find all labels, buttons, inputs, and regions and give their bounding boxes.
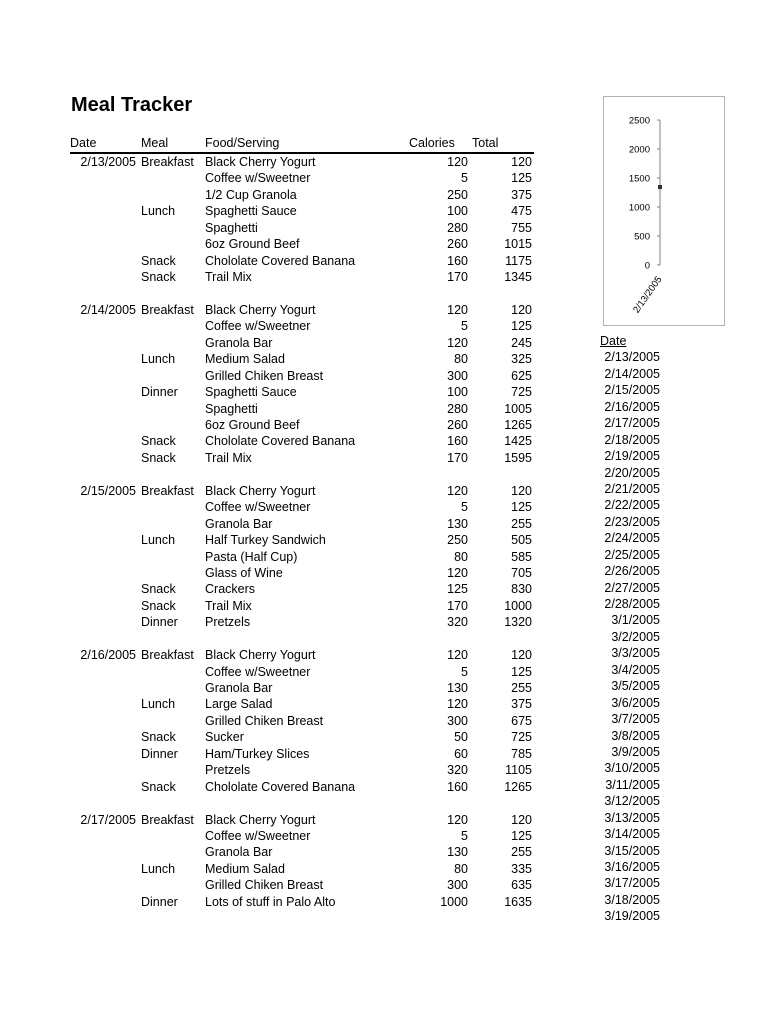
cell-meal: Lunch [141, 533, 176, 548]
date-list-item: 2/23/2005 [604, 514, 660, 529]
cell-total: 725 [511, 385, 532, 400]
table-row [70, 664, 534, 680]
cell-meal: Breakfast [141, 648, 194, 663]
table-row [70, 779, 534, 795]
cell-total: 675 [511, 713, 532, 728]
cell-calories: 1000 [440, 894, 468, 909]
cell-food: Granola Bar [205, 335, 273, 350]
cell-calories: 170 [447, 598, 468, 613]
cell-date: 2/17/2005 [80, 812, 136, 827]
cell-meal: Dinner [141, 385, 178, 400]
table-row [70, 581, 534, 597]
cell-food: Half Turkey Sandwich [205, 533, 326, 548]
cell-meal: Lunch [141, 204, 176, 219]
date-list-item: 3/11/2005 [605, 777, 660, 792]
cell-food: Chololate Covered Banana [205, 253, 356, 268]
y-tick-label: 1000 [628, 202, 650, 214]
date-list-item: 2/22/2005 [604, 498, 660, 513]
cell-meal: Breakfast [141, 302, 194, 317]
cell-food: 6oz Ground Beef [205, 237, 300, 252]
cell-calories: 170 [447, 450, 468, 465]
cell-total: 325 [511, 352, 532, 367]
table-row [70, 302, 534, 318]
data-point [658, 185, 662, 189]
cell-calories: 100 [447, 385, 468, 400]
table-row [70, 483, 534, 499]
cell-total: 120 [511, 648, 532, 663]
cell-calories: 5 [461, 828, 468, 843]
header-meal: Meal [141, 136, 169, 150]
table-row [70, 433, 534, 449]
cell-calories: 320 [447, 763, 468, 778]
table-row [70, 286, 534, 302]
table-row [70, 417, 534, 433]
cell-calories: 130 [447, 681, 468, 695]
cell-food: Chololate Covered Banana [205, 434, 356, 449]
cell-food: Grilled Chiken Breast [205, 713, 324, 728]
cell-food: Grilled Chiken Breast [205, 368, 324, 383]
cell-calories: 280 [447, 220, 468, 235]
date-list-item: 3/15/2005 [604, 843, 660, 858]
cell-date: 2/13/2005 [80, 155, 136, 169]
cell-meal: Lunch [141, 352, 176, 367]
cell-food: Large Salad [205, 697, 273, 712]
cell-food: Sucker [205, 730, 244, 745]
cell-food: Coffee w/Sweetner [205, 500, 311, 515]
date-list-item: 2/21/2005 [604, 481, 660, 496]
cell-calories: 160 [447, 779, 468, 794]
table-row [70, 351, 534, 367]
cell-food: Black Cherry Yogurt [205, 812, 316, 827]
date-list-item: 2/14/2005 [604, 366, 660, 381]
cell-total: 755 [511, 220, 532, 235]
date-list-item: 3/7/2005 [611, 712, 660, 727]
cell-calories: 5 [461, 664, 468, 679]
table-row [70, 729, 534, 745]
table-row [70, 828, 534, 844]
table-row [70, 795, 534, 811]
cell-food: Pretzels [205, 763, 251, 778]
cell-meal: Snack [141, 434, 176, 449]
date-list-item: 3/13/2005 [604, 810, 660, 825]
cell-calories: 120 [447, 335, 468, 350]
cell-food: Trail Mix [205, 450, 252, 465]
x-tick-label: 2/13/2005 [631, 274, 665, 316]
cell-total: 120 [511, 155, 532, 169]
date-list-item: 3/6/2005 [611, 695, 660, 710]
table-row [70, 713, 534, 729]
cell-total: 375 [511, 187, 532, 202]
date-list-item: 2/17/2005 [604, 416, 660, 431]
y-tick-label: 500 [634, 231, 650, 243]
cell-total: 125 [511, 828, 532, 843]
cell-total: 1015 [504, 237, 532, 252]
header-calories: Calories [409, 136, 455, 150]
cell-total: 125 [511, 319, 532, 334]
cell-calories: 300 [447, 878, 468, 893]
date-list-item: 3/18/2005 [604, 892, 660, 907]
cell-total: 120 [511, 812, 532, 827]
cell-food: Coffee w/Sweetner [205, 319, 311, 334]
cell-meal: Breakfast [141, 812, 194, 827]
cell-total: 705 [511, 565, 532, 580]
cell-meal: Snack [141, 450, 176, 465]
table-row [70, 154, 534, 170]
cell-total: 125 [511, 500, 532, 515]
date-list-item: 3/3/2005 [611, 646, 660, 661]
cell-total: 1265 [504, 418, 532, 432]
table-row [70, 203, 534, 219]
cell-date: 2/16/2005 [80, 648, 136, 663]
date-list-item: 2/25/2005 [604, 547, 660, 562]
cell-meal: Breakfast [141, 483, 194, 498]
y-tick-label: 2500 [628, 115, 650, 127]
calorie-chart [604, 97, 724, 325]
cell-meal: Breakfast [141, 155, 194, 169]
cell-calories: 260 [447, 418, 468, 432]
cell-calories: 300 [447, 368, 468, 383]
cell-calories: 250 [447, 533, 468, 548]
table-row [70, 335, 534, 351]
date-list-item: 3/9/2005 [611, 744, 660, 759]
cell-food: Spaghetti Sauce [205, 204, 297, 219]
chart-area [603, 96, 665, 326]
header-food: Food/Serving [205, 136, 280, 150]
cell-total: 1595 [504, 450, 532, 465]
cell-calories: 80 [454, 352, 468, 367]
cell-total: 1175 [505, 253, 532, 268]
y-tick-label: 1500 [628, 173, 650, 185]
cell-calories: 160 [447, 434, 468, 449]
cell-total: 725 [511, 730, 532, 745]
table-row [70, 499, 534, 515]
date-list-item: 2/24/2005 [604, 531, 660, 546]
date-list-item: 3/12/2005 [604, 794, 660, 809]
table-row [70, 762, 534, 778]
table-row [70, 894, 534, 910]
cell-food: Pasta (Half Cup) [205, 549, 298, 564]
cell-meal: Snack [141, 253, 176, 268]
cell-total: 255 [511, 681, 532, 695]
cell-food: Grilled Chiken Breast [205, 878, 324, 893]
cell-total: 335 [511, 861, 532, 876]
cell-food: Black Cherry Yogurt [205, 483, 316, 498]
date-list-item: 3/14/2005 [604, 827, 660, 842]
cell-calories: 120 [447, 565, 468, 580]
cell-calories: 120 [447, 155, 468, 169]
cell-calories: 125 [447, 582, 468, 597]
date-list-item: 3/16/2005 [604, 860, 660, 874]
table-row [70, 696, 534, 712]
date-list-item: 3/10/2005 [604, 761, 660, 776]
cell-food: Trail Mix [205, 270, 252, 285]
table-row [70, 647, 534, 663]
cell-calories: 100 [447, 204, 468, 219]
cell-total: 585 [511, 549, 532, 564]
date-list-item: 3/17/2005 [604, 876, 660, 891]
table-row [70, 401, 534, 417]
cell-food: Chololate Covered Banana [205, 779, 356, 794]
table-row [70, 170, 534, 186]
cell-date: 2/15/2005 [80, 483, 136, 498]
cell-total: 125 [511, 664, 532, 679]
cell-calories: 120 [447, 812, 468, 827]
cell-total: 1345 [504, 270, 532, 285]
date-list-item: 3/5/2005 [611, 679, 660, 694]
cell-calories: 5 [461, 171, 468, 186]
date-list-item: 2/27/2005 [604, 580, 660, 595]
cell-food: Granola Bar [205, 516, 273, 531]
cell-meal: Snack [141, 730, 176, 745]
table-row [70, 318, 534, 334]
date-list-item: 2/18/2005 [604, 432, 660, 447]
cell-calories: 120 [447, 648, 468, 663]
cell-total: 475 [511, 204, 532, 219]
cell-calories: 60 [454, 746, 468, 761]
cell-total: 120 [511, 302, 532, 317]
cell-food: Trail Mix [205, 598, 252, 613]
cell-meal: Lunch [141, 861, 176, 876]
table-row [70, 680, 534, 696]
cell-food: Medium Salad [205, 861, 285, 876]
cell-meal: Snack [141, 779, 176, 794]
cell-calories: 130 [447, 845, 468, 860]
cell-meal: Dinner [141, 894, 178, 909]
cell-meal: Snack [141, 270, 176, 285]
date-list-item: 3/19/2005 [604, 909, 660, 924]
cell-total: 1320 [504, 615, 532, 630]
cell-food: Black Cherry Yogurt [205, 648, 316, 663]
cell-calories: 120 [447, 483, 468, 498]
cell-total: 1000 [504, 598, 532, 613]
cell-total: 125 [511, 171, 532, 186]
cell-meal: Dinner [141, 615, 178, 630]
table-row [70, 269, 534, 285]
cell-total: 1005 [504, 401, 532, 416]
chart-frame [603, 96, 725, 326]
cell-calories: 130 [447, 516, 468, 531]
date-list-item: 2/16/2005 [604, 399, 660, 414]
table-row [70, 746, 534, 762]
cell-food: Granola Bar [205, 681, 273, 695]
table-row [70, 368, 534, 384]
page-title: Meal Tracker [71, 94, 193, 116]
cell-calories: 80 [454, 549, 468, 564]
cell-food: Spaghetti [205, 401, 258, 416]
cell-calories: 5 [461, 319, 468, 334]
table-row [70, 187, 534, 203]
cell-food: Black Cherry Yogurt [205, 155, 316, 169]
cell-total: 375 [511, 697, 532, 712]
cell-total: 255 [511, 845, 532, 860]
table-row [70, 877, 534, 893]
cell-total: 1425 [504, 434, 532, 449]
cell-food: Spaghetti [205, 220, 258, 235]
cell-food: Glass of Wine [205, 565, 283, 580]
cell-calories: 160 [447, 253, 468, 268]
table-row [70, 812, 534, 828]
date-list-item: 2/20/2005 [604, 465, 660, 480]
cell-total: 1635 [504, 894, 532, 909]
cell-meal: Lunch [141, 697, 176, 712]
cell-food: Ham/Turkey Slices [205, 746, 310, 761]
cell-meal: Snack [141, 582, 176, 597]
date-list-item: 3/1/2005 [611, 613, 660, 628]
meal-table [70, 136, 534, 910]
cell-food: 6oz Ground Beef [205, 418, 300, 432]
header-total: Total [472, 136, 499, 150]
date-list-item: 2/19/2005 [604, 449, 660, 464]
date-list-item: 2/13/2005 [604, 350, 660, 365]
table-row [70, 861, 534, 877]
cell-meal: Snack [141, 598, 176, 613]
table-row [70, 384, 534, 400]
cell-calories: 170 [447, 270, 468, 285]
y-tick-label: 2000 [628, 144, 650, 156]
cell-calories: 5 [461, 500, 468, 515]
date-list-item: 2/28/2005 [604, 597, 660, 611]
cell-total: 245 [511, 335, 532, 350]
cell-food: Spaghetti Sauce [205, 385, 297, 400]
header-date: Date [70, 136, 97, 150]
table-row [70, 631, 534, 647]
cell-total: 785 [511, 746, 532, 761]
table-row [70, 220, 534, 236]
cell-food: Coffee w/Sweetner [205, 828, 311, 843]
cell-food: Medium Salad [205, 352, 285, 367]
cell-meal: Dinner [141, 746, 178, 761]
cell-total: 635 [511, 878, 532, 893]
cell-food: Granola Bar [205, 845, 273, 860]
table-row [70, 253, 534, 269]
table-row [70, 565, 534, 581]
cell-food: Pretzels [205, 615, 251, 630]
cell-food: Coffee w/Sweetner [205, 664, 311, 679]
date-list-item: 2/15/2005 [604, 383, 660, 398]
cell-food: Coffee w/Sweetner [205, 171, 311, 186]
table-row [70, 532, 534, 548]
table-row [70, 844, 534, 860]
y-tick-label: 0 [644, 260, 650, 272]
cell-total: 625 [511, 368, 532, 383]
cell-total: 505 [511, 533, 532, 548]
date-list-item: 3/4/2005 [611, 662, 660, 677]
cell-calories: 120 [447, 697, 468, 712]
table-row [70, 549, 534, 565]
table-header [70, 136, 534, 154]
cell-calories: 120 [447, 302, 468, 317]
table-row [70, 466, 534, 482]
date-list-item: 3/2/2005 [611, 629, 660, 644]
cell-calories: 260 [447, 237, 468, 252]
cell-total: 1105 [505, 763, 532, 778]
date-list-header: Date [600, 334, 627, 348]
cell-calories: 80 [454, 861, 468, 876]
cell-calories: 300 [447, 713, 468, 728]
cell-food: Lots of stuff in Palo Alto [205, 894, 336, 909]
table-body [70, 154, 534, 910]
cell-calories: 320 [447, 615, 468, 630]
table-row [70, 598, 534, 614]
date-list-item: 2/26/2005 [604, 564, 660, 579]
table-row [70, 450, 534, 466]
date-list [600, 333, 660, 925]
cell-calories: 280 [447, 401, 468, 416]
table-row [70, 516, 534, 532]
cell-total: 255 [511, 516, 532, 531]
cell-food: Black Cherry Yogurt [205, 302, 316, 317]
cell-calories: 50 [454, 730, 468, 745]
cell-date: 2/14/2005 [80, 302, 136, 317]
cell-calories: 250 [447, 187, 468, 202]
table-row [70, 236, 534, 252]
date-list-item: 3/8/2005 [611, 728, 660, 743]
cell-total: 1265 [504, 779, 532, 794]
cell-total: 120 [511, 483, 532, 498]
cell-food: 1/2 Cup Granola [205, 187, 297, 202]
cell-food: Crackers [205, 582, 256, 597]
table-row [70, 614, 534, 630]
cell-total: 830 [511, 582, 532, 597]
